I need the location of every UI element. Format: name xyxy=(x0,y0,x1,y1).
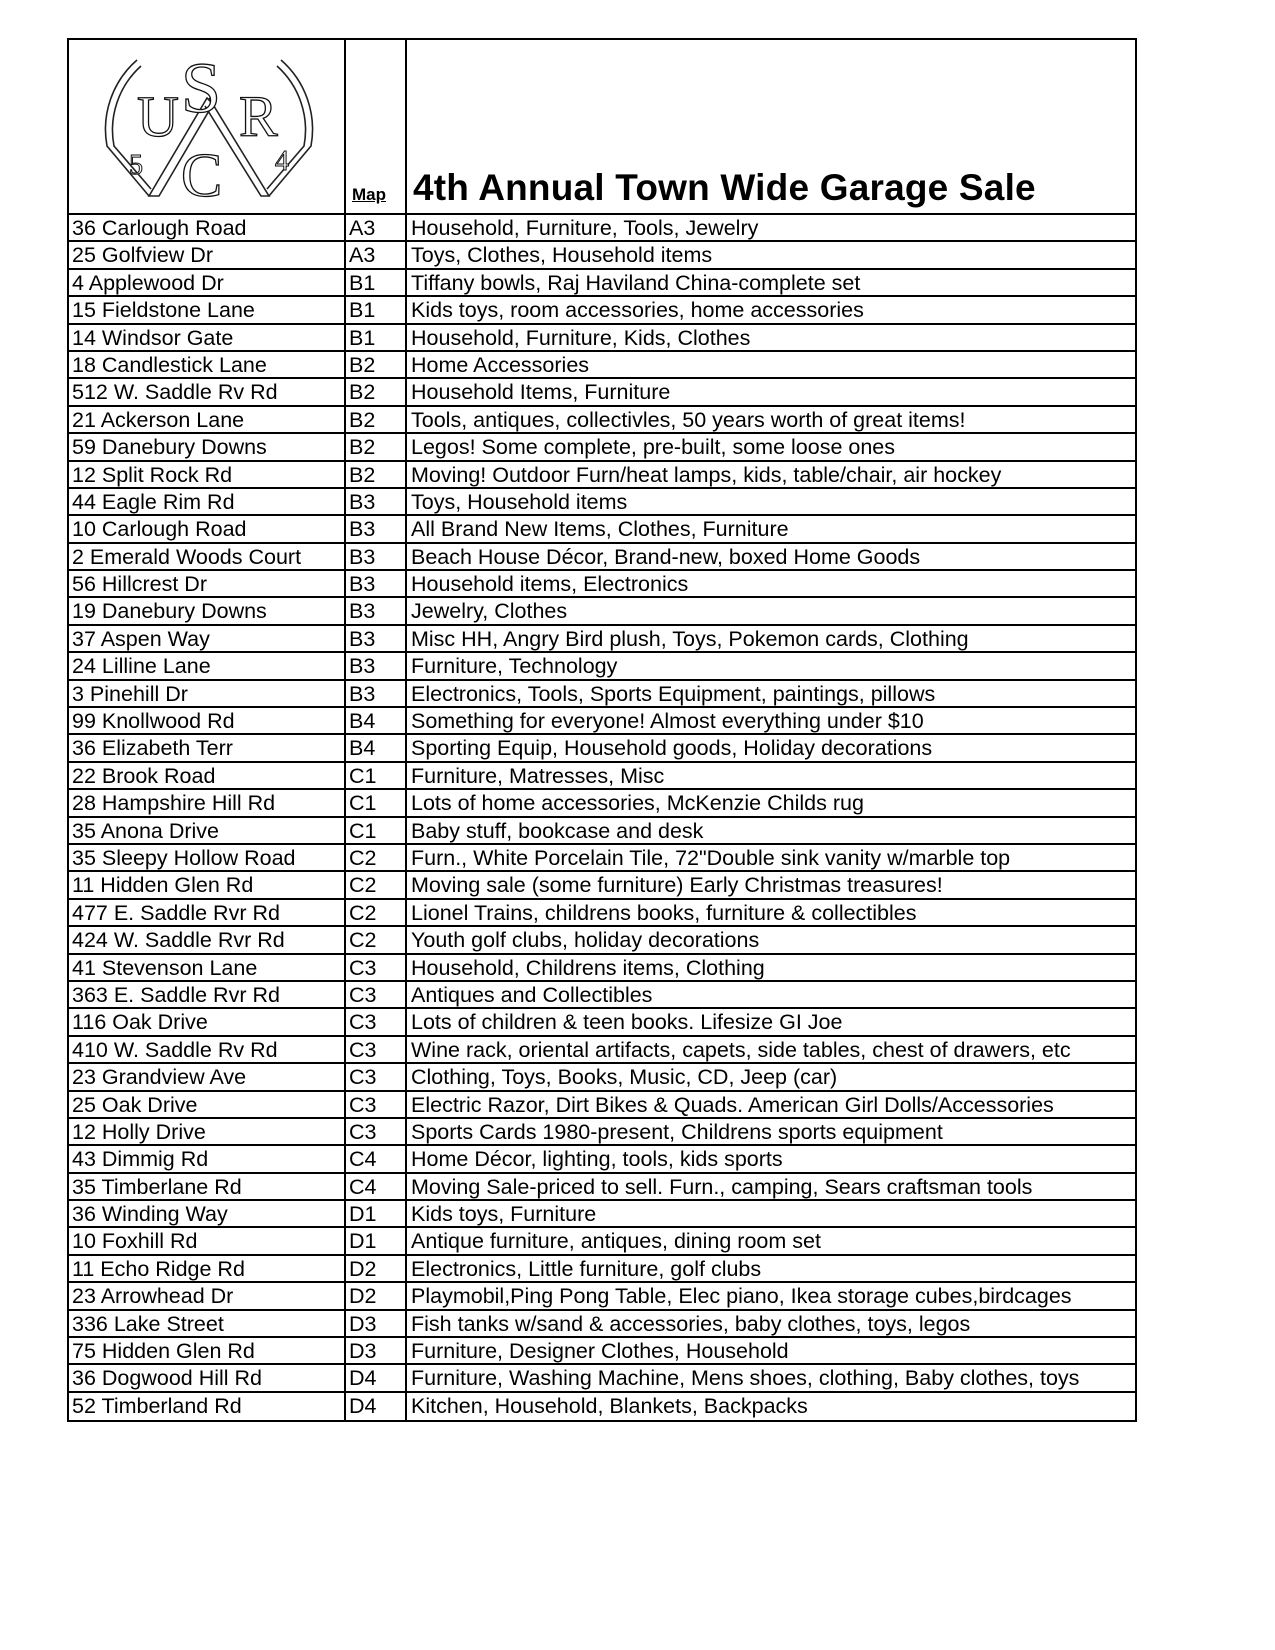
header-row xyxy=(69,40,1135,215)
table-row xyxy=(69,900,1135,927)
map-cell: B1 xyxy=(346,270,407,295)
map-cell: B3 xyxy=(346,653,407,678)
map-cell: C3 xyxy=(346,1064,407,1089)
page-title: 4th Annual Town Wide Garage Sale xyxy=(413,167,1036,208)
items-cell: Something for everyone! Almost everything under $10 xyxy=(411,709,924,734)
table-row xyxy=(69,872,1135,899)
items-cell: Furniture, Technology xyxy=(411,654,618,679)
table-row xyxy=(69,1037,1135,1064)
map-cell: B2 xyxy=(346,434,407,459)
table-row xyxy=(69,927,1135,954)
table-row xyxy=(69,489,1135,516)
title-cell xyxy=(407,40,1135,213)
address-cell: 2 Emerald Woods Court xyxy=(69,544,346,569)
map-cell: C3 xyxy=(346,1119,407,1144)
map-cell: C1 xyxy=(346,790,407,815)
map-cell: B2 xyxy=(346,379,407,404)
address-cell: 12 Split Rock Rd xyxy=(69,462,346,487)
map-cell: B2 xyxy=(346,352,407,377)
map-cell: C2 xyxy=(346,872,407,897)
address-cell: 25 Golfview Dr xyxy=(69,242,346,267)
address-cell: 35 Timberlane Rd xyxy=(69,1174,346,1199)
table-row xyxy=(69,653,1135,680)
items-cell: Clothing, Toys, Books, Music, CD, Jeep (car) xyxy=(411,1065,838,1090)
items-cell: Home Décor, lighting, tools, kids sports xyxy=(411,1147,783,1172)
table-row xyxy=(69,1256,1135,1283)
items-cell: Electronics, Little furniture, golf clubs xyxy=(411,1256,762,1281)
usrc-logo-icon xyxy=(89,46,329,206)
address-cell: 4 Applewood Dr xyxy=(69,270,346,295)
table-row xyxy=(69,379,1135,406)
address-cell: 56 Hillcrest Dr xyxy=(69,571,346,596)
map-cell: C2 xyxy=(346,900,407,925)
svg-text:5: 5 xyxy=(129,150,143,181)
svg-text:R: R xyxy=(239,84,278,149)
address-cell: 35 Sleepy Hollow Road xyxy=(69,845,346,870)
map-cell: C4 xyxy=(346,1146,407,1171)
map-cell: C3 xyxy=(346,1009,407,1034)
map-cell: B3 xyxy=(346,681,407,706)
address-cell: 37 Aspen Way xyxy=(69,626,346,651)
svg-text:U: U xyxy=(137,84,179,149)
items-cell: All Brand New Items, Clothes, Furniture xyxy=(411,517,789,542)
address-cell: 14 Windsor Gate xyxy=(69,325,346,350)
map-cell: A3 xyxy=(346,242,407,267)
address-cell: 59 Danebury Downs xyxy=(69,434,346,459)
items-cell: Youth golf clubs, holiday decorations xyxy=(411,928,760,953)
address-cell: 23 Arrowhead Dr xyxy=(69,1283,346,1308)
items-cell: Electronics, Tools, Sports Equipment, paintings, pillows xyxy=(411,681,936,706)
table-row xyxy=(69,434,1135,461)
map-cell: C3 xyxy=(346,1092,407,1117)
table-row xyxy=(69,955,1135,982)
address-cell: 19 Danebury Downs xyxy=(69,598,346,623)
map-cell: D2 xyxy=(346,1256,407,1281)
map-cell: B3 xyxy=(346,489,407,514)
map-column-header: Map xyxy=(352,185,386,204)
table-row xyxy=(69,325,1135,352)
table-row xyxy=(69,1092,1135,1119)
table-row xyxy=(69,516,1135,543)
map-cell: D4 xyxy=(346,1393,407,1420)
address-cell: 10 Foxhill Rd xyxy=(69,1228,346,1253)
table-row xyxy=(69,1119,1135,1146)
map-cell: B1 xyxy=(346,297,407,322)
items-cell: Wine rack, oriental artifacts, capets, side tables, chest of drawers, etc xyxy=(411,1037,1071,1062)
address-cell: 36 Elizabeth Terr xyxy=(69,735,346,760)
map-cell: B3 xyxy=(346,598,407,623)
svg-text:C: C xyxy=(181,142,223,206)
items-cell: Fish tanks w/sand & accessories, baby clothes, toys, legos xyxy=(411,1311,971,1336)
address-cell: 41 Stevenson Lane xyxy=(69,955,346,980)
address-cell: 336 Lake Street xyxy=(69,1311,346,1336)
address-cell: 43 Dimmig Rd xyxy=(69,1146,346,1171)
address-cell: 477 E. Saddle Rvr Rd xyxy=(69,900,346,925)
map-cell: B4 xyxy=(346,708,407,733)
address-cell: 35 Anona Drive xyxy=(69,818,346,843)
map-cell: C3 xyxy=(346,1037,407,1062)
map-cell: B2 xyxy=(346,462,407,487)
items-cell: Tiffany bowls, Raj Haviland China-complete set xyxy=(411,270,861,295)
map-cell: B3 xyxy=(346,626,407,651)
items-cell: Jewelry, Clothes xyxy=(411,599,568,624)
map-cell: C1 xyxy=(346,763,407,788)
map-cell: B3 xyxy=(346,516,407,541)
items-cell: Beach House Décor, Brand-new, boxed Home Goods xyxy=(411,544,921,569)
map-cell: C4 xyxy=(346,1174,407,1199)
table-row xyxy=(69,1365,1135,1392)
items-cell: Tools, antiques, collectivles, 50 years worth of great items! xyxy=(411,407,966,432)
address-cell: 11 Echo Ridge Rd xyxy=(69,1256,346,1281)
address-cell: 3 Pinehill Dr xyxy=(69,681,346,706)
logo-cell xyxy=(69,40,346,213)
address-cell: 36 Dogwood Hill Rd xyxy=(69,1365,346,1390)
table-body xyxy=(69,215,1135,1420)
table-row xyxy=(69,1174,1135,1201)
map-cell: D1 xyxy=(346,1201,407,1226)
table-row xyxy=(69,1228,1135,1255)
items-cell: Household, Furniture, Tools, Jewelry xyxy=(411,216,759,240)
items-cell: Kitchen, Household, Blankets, Backpacks xyxy=(411,1393,808,1418)
table-row xyxy=(69,1283,1135,1310)
address-cell: 52 Timberland Rd xyxy=(69,1393,346,1420)
address-cell: 28 Hampshire Hill Rd xyxy=(69,790,346,815)
address-cell: 11 Hidden Glen Rd xyxy=(69,872,346,897)
address-cell: 15 Fieldstone Lane xyxy=(69,297,346,322)
map-cell: B4 xyxy=(346,735,407,760)
table-row xyxy=(69,735,1135,762)
garage-sale-table xyxy=(67,38,1137,1422)
table-row xyxy=(69,982,1135,1009)
items-cell: Baby stuff, bookcase and desk xyxy=(411,818,704,843)
address-cell: 12 Holly Drive xyxy=(69,1119,346,1144)
address-cell: 36 Winding Way xyxy=(69,1201,346,1226)
map-cell: D2 xyxy=(346,1283,407,1308)
items-cell: Household, Furniture, Kids, Clothes xyxy=(411,325,751,350)
table-row xyxy=(69,818,1135,845)
map-cell: B2 xyxy=(346,407,407,432)
items-cell: Moving! Outdoor Furn/heat lamps, kids, table/chair, air hockey xyxy=(411,462,1002,487)
map-column-header-cell xyxy=(346,40,407,213)
table-row xyxy=(69,462,1135,489)
table-row xyxy=(69,544,1135,571)
table-row xyxy=(69,1338,1135,1365)
table-row xyxy=(69,215,1135,242)
items-cell: Electric Razor, Dirt Bikes & Quads. American Girl Dolls/Accessories xyxy=(411,1092,1054,1117)
address-cell: 23 Grandview Ave xyxy=(69,1064,346,1089)
address-cell: 21 Ackerson Lane xyxy=(69,407,346,432)
address-cell: 116 Oak Drive xyxy=(69,1009,346,1034)
items-cell: Furn., White Porcelain Tile, 72"Double sink vanity w/marble top xyxy=(411,845,1011,870)
table-row xyxy=(69,708,1135,735)
table-row xyxy=(69,681,1135,708)
table-row xyxy=(69,352,1135,379)
address-cell: 512 W. Saddle Rv Rd xyxy=(69,379,346,404)
address-cell: 410 W. Saddle Rv Rd xyxy=(69,1037,346,1062)
items-cell: Household items, Electronics xyxy=(411,572,689,597)
table-row xyxy=(69,790,1135,817)
items-cell: Furniture, Washing Machine, Mens shoes, clothing, Baby clothes, toys xyxy=(411,1366,1080,1391)
table-row xyxy=(69,763,1135,790)
items-cell: Toys, Household items xyxy=(411,489,628,514)
items-cell: Moving sale (some furniture) Early Christmas treasures! xyxy=(411,873,943,898)
items-cell: Furniture, Designer Clothes, Household xyxy=(411,1339,789,1364)
map-cell: C2 xyxy=(346,845,407,870)
address-cell: 99 Knollwood Rd xyxy=(69,708,346,733)
address-cell: 75 Hidden Glen Rd xyxy=(69,1338,346,1363)
table-row xyxy=(69,1146,1135,1173)
items-cell: Lots of children & teen books. Lifesize GI Joe xyxy=(411,1010,843,1035)
svg-text:4: 4 xyxy=(275,146,289,177)
address-cell: 18 Candlestick Lane xyxy=(69,352,346,377)
items-cell: Misc HH, Angry Bird plush, Toys, Pokemon cards, Clothing xyxy=(411,626,969,651)
svg-text:S: S xyxy=(181,48,222,128)
address-cell: 36 Carlough Road xyxy=(69,215,346,240)
items-cell: Sports Cards 1980-present, Childrens sports equipment xyxy=(411,1119,943,1144)
map-cell: C1 xyxy=(346,818,407,843)
table-row xyxy=(69,407,1135,434)
map-cell: C2 xyxy=(346,927,407,952)
map-cell: D3 xyxy=(346,1311,407,1336)
address-cell: 25 Oak Drive xyxy=(69,1092,346,1117)
items-cell: Moving Sale-priced to sell. Furn., camping, Sears craftsman tools xyxy=(411,1174,1033,1199)
map-cell: D3 xyxy=(346,1338,407,1363)
items-cell: Antiques and Collectibles xyxy=(411,982,653,1007)
map-cell: B3 xyxy=(346,544,407,569)
address-cell: 22 Brook Road xyxy=(69,763,346,788)
items-cell: Sporting Equip, Household goods, Holiday decorations xyxy=(411,736,933,761)
items-cell: Antique furniture, antiques, dining room set xyxy=(411,1229,821,1254)
map-cell: B3 xyxy=(346,571,407,596)
map-cell: A3 xyxy=(346,215,407,240)
address-cell: 363 E. Saddle Rvr Rd xyxy=(69,982,346,1007)
map-cell: B1 xyxy=(346,325,407,350)
map-cell: D1 xyxy=(346,1228,407,1253)
items-cell: Household, Childrens items, Clothing xyxy=(411,955,765,980)
address-cell: 10 Carlough Road xyxy=(69,516,346,541)
table-row xyxy=(69,626,1135,653)
table-row xyxy=(69,1393,1135,1420)
table-row xyxy=(69,270,1135,297)
items-cell: Lionel Trains, childrens books, furniture & collectibles xyxy=(411,900,917,925)
map-cell: D4 xyxy=(346,1365,407,1390)
items-cell: Home Accessories xyxy=(411,352,590,377)
items-cell: Legos! Some complete, pre-built, some loose ones xyxy=(411,435,896,460)
table-row xyxy=(69,571,1135,598)
table-row xyxy=(69,1311,1135,1338)
map-cell: C3 xyxy=(346,955,407,980)
items-cell: Kids toys, room accessories, home accessories xyxy=(411,298,864,323)
table-row xyxy=(69,1064,1135,1091)
items-cell: Playmobil,Ping Pong Table, Elec piano, Ikea storage cubes,birdcages xyxy=(411,1284,1072,1309)
address-cell: 424 W. Saddle Rvr Rd xyxy=(69,927,346,952)
items-cell: Kids toys, Furniture xyxy=(411,1202,597,1227)
table-row xyxy=(69,242,1135,269)
table-row xyxy=(69,845,1135,872)
items-cell: Toys, Clothes, Household items xyxy=(411,243,713,268)
map-cell: C3 xyxy=(346,982,407,1007)
items-cell: Furniture, Matresses, Misc xyxy=(411,763,665,788)
table-row xyxy=(69,1009,1135,1036)
table-row xyxy=(69,598,1135,625)
table-row xyxy=(69,1201,1135,1228)
address-cell: 44 Eagle Rim Rd xyxy=(69,489,346,514)
table-row xyxy=(69,297,1135,324)
items-cell: Household Items, Furniture xyxy=(411,380,671,405)
items-cell: Lots of home accessories, McKenzie Childs rug xyxy=(411,791,864,816)
address-cell: 24 Lilline Lane xyxy=(69,653,346,678)
